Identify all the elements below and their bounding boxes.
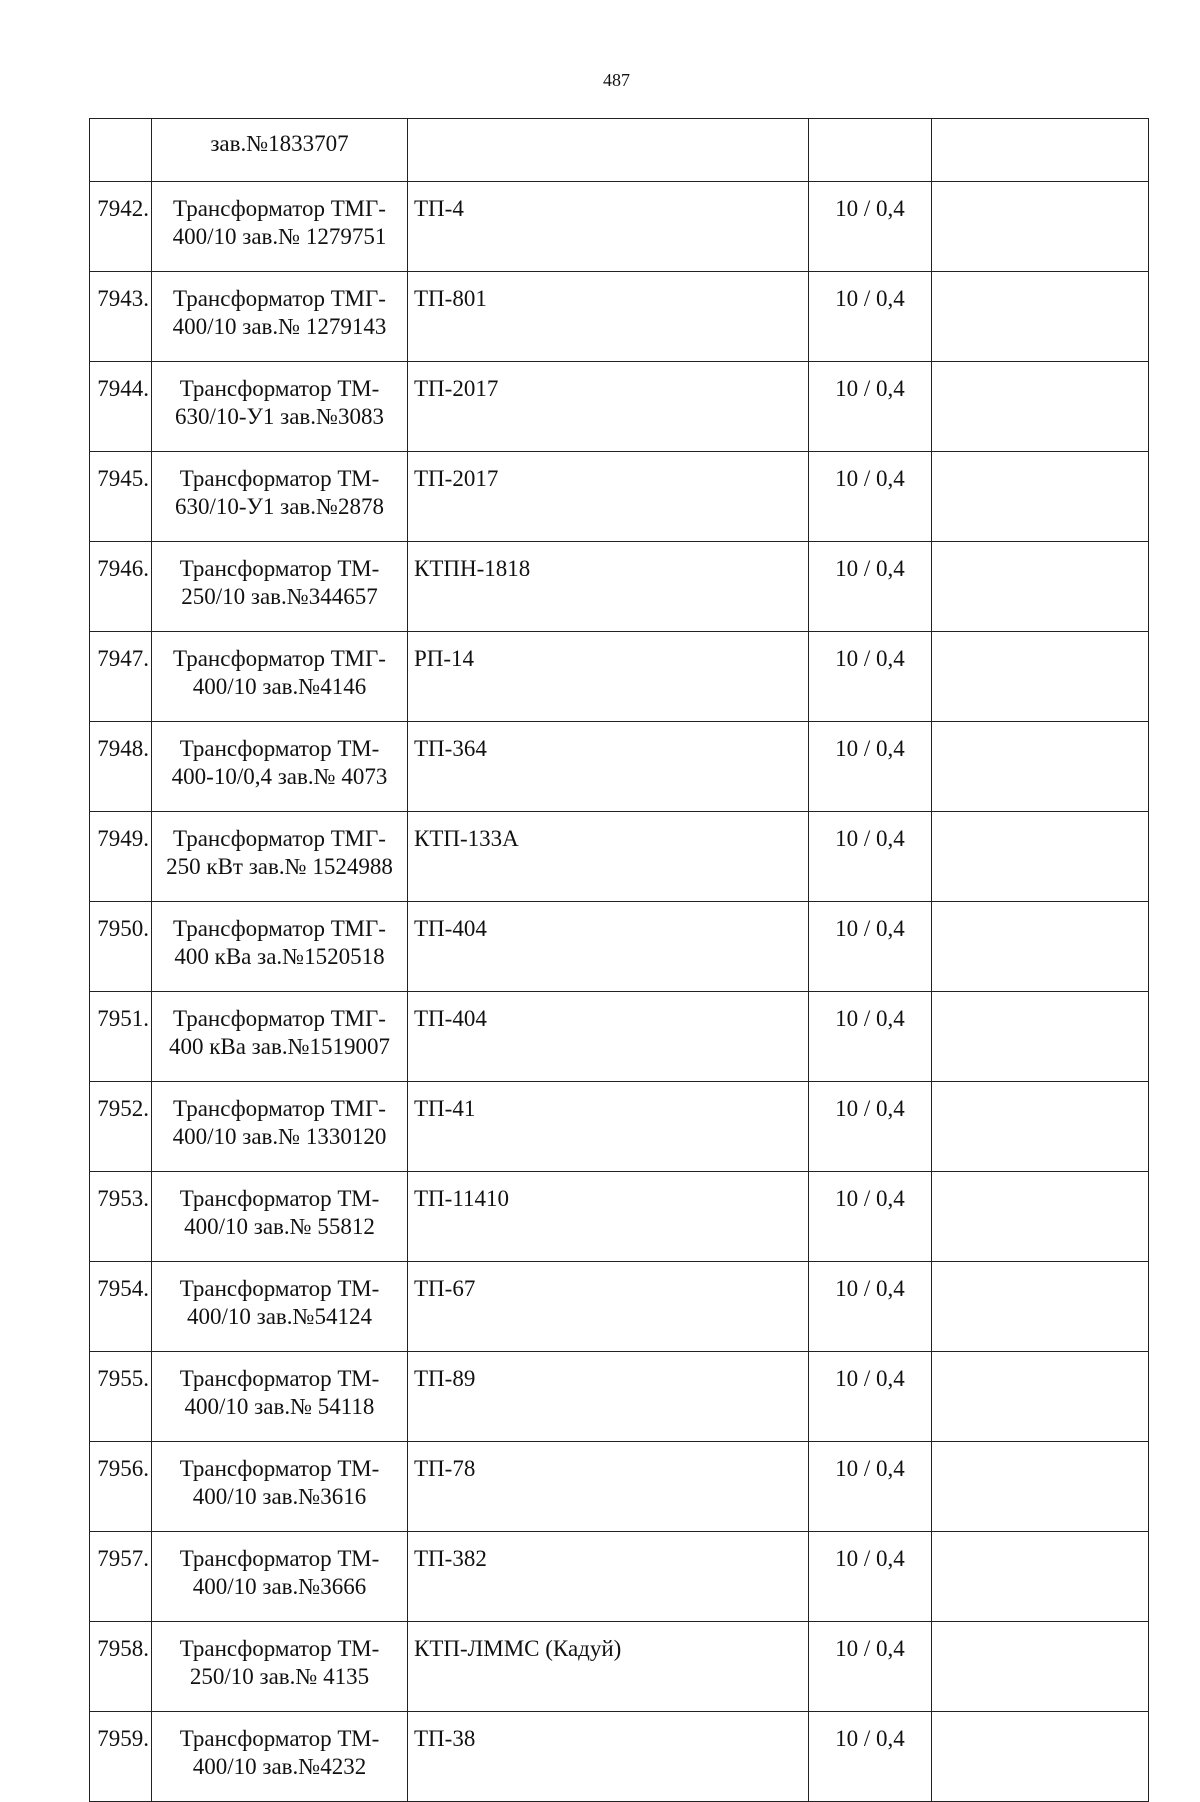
cell-name bbox=[152, 1172, 408, 1262]
name-line-2: 400/10 зав.№ 1330120 bbox=[172, 1124, 387, 1149]
name-line-1: Трансформатор ТМГ- bbox=[173, 916, 386, 941]
cell-number: 7957. bbox=[90, 1532, 152, 1622]
cell-name bbox=[152, 812, 408, 902]
cell-empty bbox=[932, 119, 1149, 182]
cell-name bbox=[152, 722, 408, 812]
cell-empty bbox=[932, 1442, 1149, 1532]
name-line-2: 400 кВа зав.№1519007 bbox=[168, 1034, 391, 1059]
name-line-2: 400/10 зав.№ 1279143 bbox=[172, 314, 387, 339]
name-line-2: 400/10 зав.№4232 bbox=[192, 1754, 367, 1779]
table-row bbox=[90, 1622, 1149, 1712]
cell-voltage: 10 / 0,4 bbox=[809, 1442, 932, 1532]
table-row bbox=[90, 1532, 1149, 1622]
name-line-1: Трансформатор ТМ- bbox=[179, 466, 380, 491]
cell-name bbox=[152, 1262, 408, 1352]
cell-empty bbox=[932, 272, 1149, 362]
cell-voltage: 10 / 0,4 bbox=[809, 1172, 932, 1262]
table-row bbox=[90, 992, 1149, 1082]
cell-name bbox=[152, 992, 408, 1082]
table-row bbox=[90, 362, 1149, 452]
cell-voltage: 10 / 0,4 bbox=[809, 182, 932, 272]
name-line-1: Трансформатор ТМ- bbox=[179, 1546, 380, 1571]
cell-location: ТП-801 bbox=[408, 272, 809, 362]
cell-number: 7948. bbox=[90, 722, 152, 812]
name-line-1: Трансформатор ТМ- bbox=[179, 556, 380, 581]
cell-name bbox=[152, 632, 408, 722]
cell-name bbox=[152, 272, 408, 362]
cell-number: 7942. bbox=[90, 182, 152, 272]
cell-location: ТП-404 bbox=[408, 902, 809, 992]
name-line-1: Трансформатор ТМГ- bbox=[173, 286, 386, 311]
cell-location: ТП-67 bbox=[408, 1262, 809, 1352]
cell-location: ТП-78 bbox=[408, 1442, 809, 1532]
cell-name bbox=[152, 1352, 408, 1442]
cell-voltage: 10 / 0,4 bbox=[809, 452, 932, 542]
name-line-2: 400-10/0,4 зав.№ 4073 bbox=[171, 764, 388, 789]
cell-location: ТП-2017 bbox=[408, 362, 809, 452]
cell-name bbox=[152, 1442, 408, 1532]
cell-name: зав.№1833707 bbox=[152, 119, 408, 182]
name-line-1: Трансформатор ТМ- bbox=[179, 1186, 380, 1211]
cell-name bbox=[152, 182, 408, 272]
cell-empty bbox=[932, 902, 1149, 992]
table-row bbox=[90, 812, 1149, 902]
cell-number: 7954. bbox=[90, 1262, 152, 1352]
cell-number: 7947. bbox=[90, 632, 152, 722]
name-line-2: 250 кВт зав.№ 1524988 bbox=[166, 854, 393, 879]
cell-number: 7953. bbox=[90, 1172, 152, 1262]
name-line-1: Трансформатор ТМ- bbox=[179, 1456, 380, 1481]
name-line-1: Трансформатор ТМГ- bbox=[173, 646, 386, 671]
cell-empty bbox=[932, 182, 1149, 272]
name-line-1: Трансформатор ТМГ- bbox=[173, 1096, 386, 1121]
name-line-2: 630/10-У1 зав.№2878 bbox=[175, 494, 384, 519]
cell-number: 7943. bbox=[90, 272, 152, 362]
name-line-1: Трансформатор ТМГ- bbox=[173, 196, 386, 221]
cell-voltage: 10 / 0,4 bbox=[809, 992, 932, 1082]
name-line-1: Трансформатор ТМ- bbox=[179, 736, 380, 761]
table-row bbox=[90, 1712, 1149, 1802]
name-line-1: Трансформатор ТМ- bbox=[179, 1276, 380, 1301]
name-line-2: 400/10 зав.№ 55812 bbox=[184, 1214, 375, 1239]
cell-empty bbox=[932, 1082, 1149, 1172]
cell-empty bbox=[932, 542, 1149, 632]
name-line-1: Трансформатор ТМ- bbox=[179, 1726, 380, 1751]
cell-empty bbox=[932, 1262, 1149, 1352]
cell-number: 7950. bbox=[90, 902, 152, 992]
name-line-2: 400/10 зав.№ 54118 bbox=[184, 1394, 375, 1419]
name-line-2: 400/10 зав.№3616 bbox=[192, 1484, 367, 1509]
cell-location: ТП-41 bbox=[408, 1082, 809, 1172]
cell-name bbox=[152, 542, 408, 632]
cell-voltage: 10 / 0,4 bbox=[809, 902, 932, 992]
name-line-2: 400/10 зав.№54124 bbox=[187, 1304, 372, 1329]
cell-voltage: 10 / 0,4 bbox=[809, 362, 932, 452]
name-line-1: Трансформатор ТМ- bbox=[179, 1636, 380, 1661]
table-row bbox=[90, 452, 1149, 542]
cell-number: 7959. bbox=[90, 1712, 152, 1802]
cell-empty bbox=[932, 812, 1149, 902]
cell-number: 7952. bbox=[90, 1082, 152, 1172]
cell-number: 7949. bbox=[90, 812, 152, 902]
cell-voltage: 10 / 0,4 bbox=[809, 1712, 932, 1802]
table-body bbox=[90, 119, 1149, 1802]
table-row bbox=[90, 1082, 1149, 1172]
table-row bbox=[90, 902, 1149, 992]
cell-number: 7958. bbox=[90, 1622, 152, 1712]
cell-location: ТП-89 bbox=[408, 1352, 809, 1442]
cell-voltage: 10 / 0,4 bbox=[809, 542, 932, 632]
cell-empty bbox=[932, 632, 1149, 722]
cell-number: 7955. bbox=[90, 1352, 152, 1442]
cell-location: КТП-ЛММС (Кадуй) bbox=[408, 1622, 809, 1712]
name-line-2: 400/10 зав.№4146 bbox=[192, 674, 367, 699]
cell-location: ТП-364 bbox=[408, 722, 809, 812]
cell-empty bbox=[932, 362, 1149, 452]
cell-name bbox=[152, 1622, 408, 1712]
cell-name bbox=[152, 362, 408, 452]
cell-empty bbox=[932, 452, 1149, 542]
cell-voltage: 10 / 0,4 bbox=[809, 1622, 932, 1712]
cell-empty bbox=[932, 1532, 1149, 1622]
cell-name bbox=[152, 1082, 408, 1172]
cell-empty bbox=[932, 1622, 1149, 1712]
cell-voltage bbox=[809, 119, 932, 182]
cell-voltage: 10 / 0,4 bbox=[809, 1082, 932, 1172]
cell-location: КТПН-1818 bbox=[408, 542, 809, 632]
cell-location: ТП-404 bbox=[408, 992, 809, 1082]
cell-voltage: 10 / 0,4 bbox=[809, 722, 932, 812]
table-row bbox=[90, 1352, 1149, 1442]
table-row bbox=[90, 182, 1149, 272]
cell-number: 7956. bbox=[90, 1442, 152, 1532]
equipment-table bbox=[89, 118, 1149, 1802]
cell-name bbox=[152, 1712, 408, 1802]
name-line-2: 400/10 зав.№ 1279751 bbox=[172, 224, 387, 249]
cell-number: 7951. bbox=[90, 992, 152, 1082]
cell-location: ТП-11410 bbox=[408, 1172, 809, 1262]
page-number: 487 bbox=[603, 70, 630, 90]
cell-location: РП-14 bbox=[408, 632, 809, 722]
name-line-2: 250/10 зав.№ 4135 bbox=[189, 1664, 370, 1689]
cell-number: 7946. bbox=[90, 542, 152, 632]
table-row-continuation bbox=[90, 119, 1149, 182]
cell-empty bbox=[932, 722, 1149, 812]
name-line-2: 400/10 зав.№3666 bbox=[192, 1574, 367, 1599]
cell-number: 7944. bbox=[90, 362, 152, 452]
table-row bbox=[90, 542, 1149, 632]
cell-location bbox=[408, 119, 809, 182]
table-row bbox=[90, 1442, 1149, 1532]
cell-voltage: 10 / 0,4 bbox=[809, 632, 932, 722]
cell-name bbox=[152, 902, 408, 992]
cell-location: ТП-2017 bbox=[408, 452, 809, 542]
cell-number: 7945. bbox=[90, 452, 152, 542]
name-line-2: 250/10 зав.№344657 bbox=[181, 584, 378, 609]
cell-empty bbox=[932, 1352, 1149, 1442]
cell-voltage: 10 / 0,4 bbox=[809, 272, 932, 362]
name-line-1: Трансформатор ТМ- bbox=[179, 1366, 380, 1391]
cell-voltage: 10 / 0,4 bbox=[809, 1262, 932, 1352]
cell-empty bbox=[932, 992, 1149, 1082]
cell-voltage: 10 / 0,4 bbox=[809, 1352, 932, 1442]
name-line-2: 630/10-У1 зав.№3083 bbox=[175, 404, 384, 429]
cell-empty bbox=[932, 1712, 1149, 1802]
name-line-1: Трансформатор ТМГ- bbox=[173, 826, 386, 851]
cell-location: ТП-38 bbox=[408, 1712, 809, 1802]
table-row bbox=[90, 272, 1149, 362]
name-line-1: Трансформатор ТМГ- bbox=[173, 1006, 386, 1031]
cell-location: ТП-4 bbox=[408, 182, 809, 272]
table-row bbox=[90, 1262, 1149, 1352]
name-line-2: 400 кВа за.№1520518 bbox=[174, 944, 385, 969]
cell-number bbox=[90, 119, 152, 182]
cell-voltage: 10 / 0,4 bbox=[809, 812, 932, 902]
name-line-1: Трансформатор ТМ- bbox=[179, 376, 380, 401]
cell-voltage: 10 / 0,4 bbox=[809, 1532, 932, 1622]
cell-name bbox=[152, 452, 408, 542]
cell-location: ТП-382 bbox=[408, 1532, 809, 1622]
cell-empty bbox=[932, 1172, 1149, 1262]
cell-name bbox=[152, 1532, 408, 1622]
cell-location: КТП-133А bbox=[408, 812, 809, 902]
table-row bbox=[90, 632, 1149, 722]
table-row bbox=[90, 1172, 1149, 1262]
table-row bbox=[90, 722, 1149, 812]
